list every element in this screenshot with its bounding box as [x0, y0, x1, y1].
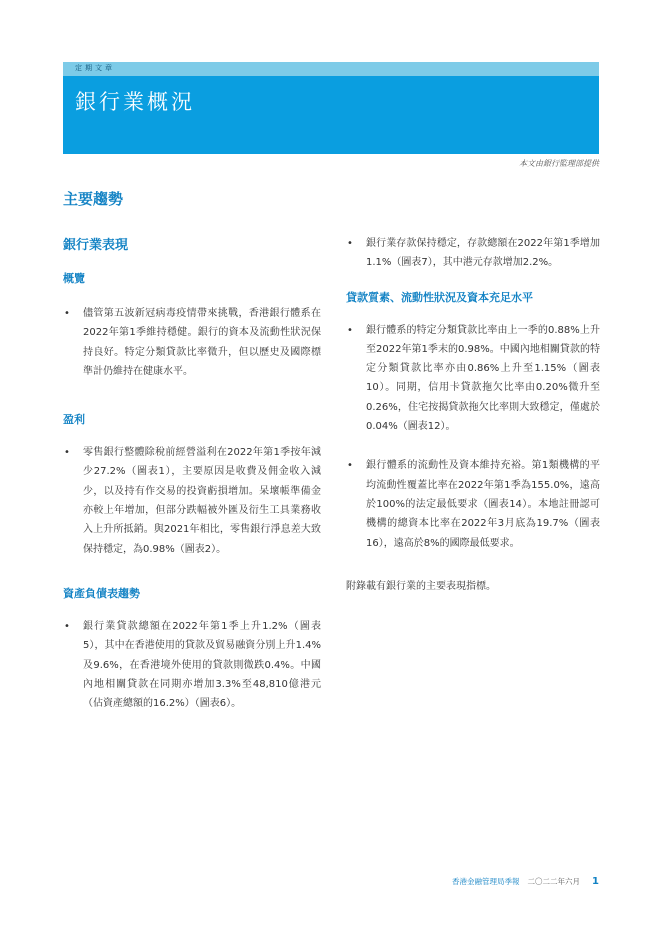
bullet-liquidity-capital: • 銀行體系的流動性及資本維持充裕。第1類機構的平均流動性覆蓋比率在2022年第1季為155.0%，遠高於100%的法定最低要求（圖表14）。本地註冊認可機構的總資本比率在2022年3月底為19.7%（圖表16），遠高於8%的國際最低要求。 [346, 456, 600, 552]
right-column [346, 234, 600, 596]
footer-date: 二〇二二年六月 [527, 877, 581, 886]
section-title-banking-performance: 銀行業表現 [63, 238, 129, 253]
heading-loan-quality: 貸款質素、流動性狀況及資本充足水平 [346, 290, 533, 304]
credit-note: 本文由銀行監理部提供 [519, 159, 599, 168]
header-label-bar [63, 62, 599, 76]
bullet-profit: • 零售銀行整體除稅前經營溢利在2022年第1季按年減少27.2%（圖表1），主要原因是收費及佣金收入減少，以及持有作交易的投資虧損增加。呆壞帳準備金亦較上年增加，但部分跌幅被外匯及衍生工具業務收入上升所抵銷。與2021年相比，零售銀行淨息差大致保持穩定，為0.98%（圖表2）。 [63, 443, 321, 559]
page-title: 銀行業概況 [75, 90, 195, 114]
heading-balance-sheet: 資產負債表趨勢 [63, 586, 140, 600]
bullet-loan-quality: • 銀行體系的特定分類貸款比率由上一季的0.88%上升至2022年第1季末的0.98%。中國內地相關貸款的特定分類貸款比率亦由0.86%上升至1.15%（圖表10）。同期，信用卡貸款拖欠比率由0.20%微升至0.26%，住宅按揭貸款拖欠比率則大致穩定，僅處於0.04%（圖表12）。 [346, 321, 600, 437]
left-column [63, 234, 321, 713]
page-number: 1 [592, 876, 599, 887]
page-footer [452, 876, 599, 887]
section-label: 定期文章 [75, 64, 115, 72]
heading-profit: 盈利 [63, 413, 85, 427]
appendix-note: 附錄載有銀行業的主要表現指標。 [346, 580, 496, 592]
bullet-balance-sheet: • 銀行業貸款總額在2022年第1季上升1.2%（圖表5），其中在香港使用的貸款及貿易融資分別上升1.4%及9.6%，在香港境外使用的貸款則微跌0.4%。中國內地相關貸款在同期亦增加3.3%至48,810億港元（佔資產總額的16.2%）（圖表6）。 [63, 617, 321, 713]
title-banner [63, 76, 599, 154]
footer-publication: 香港金融管理局季報 [452, 877, 520, 886]
bullet-overview: • 儘管第五波新冠病毒疫情帶來挑戰，香港銀行體系在2022年第1季維持穩健。銀行的資本及流動性狀況保持良好。特定分類貸款比率微升，但以歷史及國際標準計仍維持在健康水平。 [63, 304, 321, 381]
bullet-deposits: • 銀行業存款保持穩定，存款總額在2022年第1季增加1.1%（圖表7），其中港元存款增加2.2%。 [346, 234, 600, 273]
heading-overview: 概覽 [63, 272, 85, 285]
main-heading: 主要趨勢 [63, 190, 124, 208]
